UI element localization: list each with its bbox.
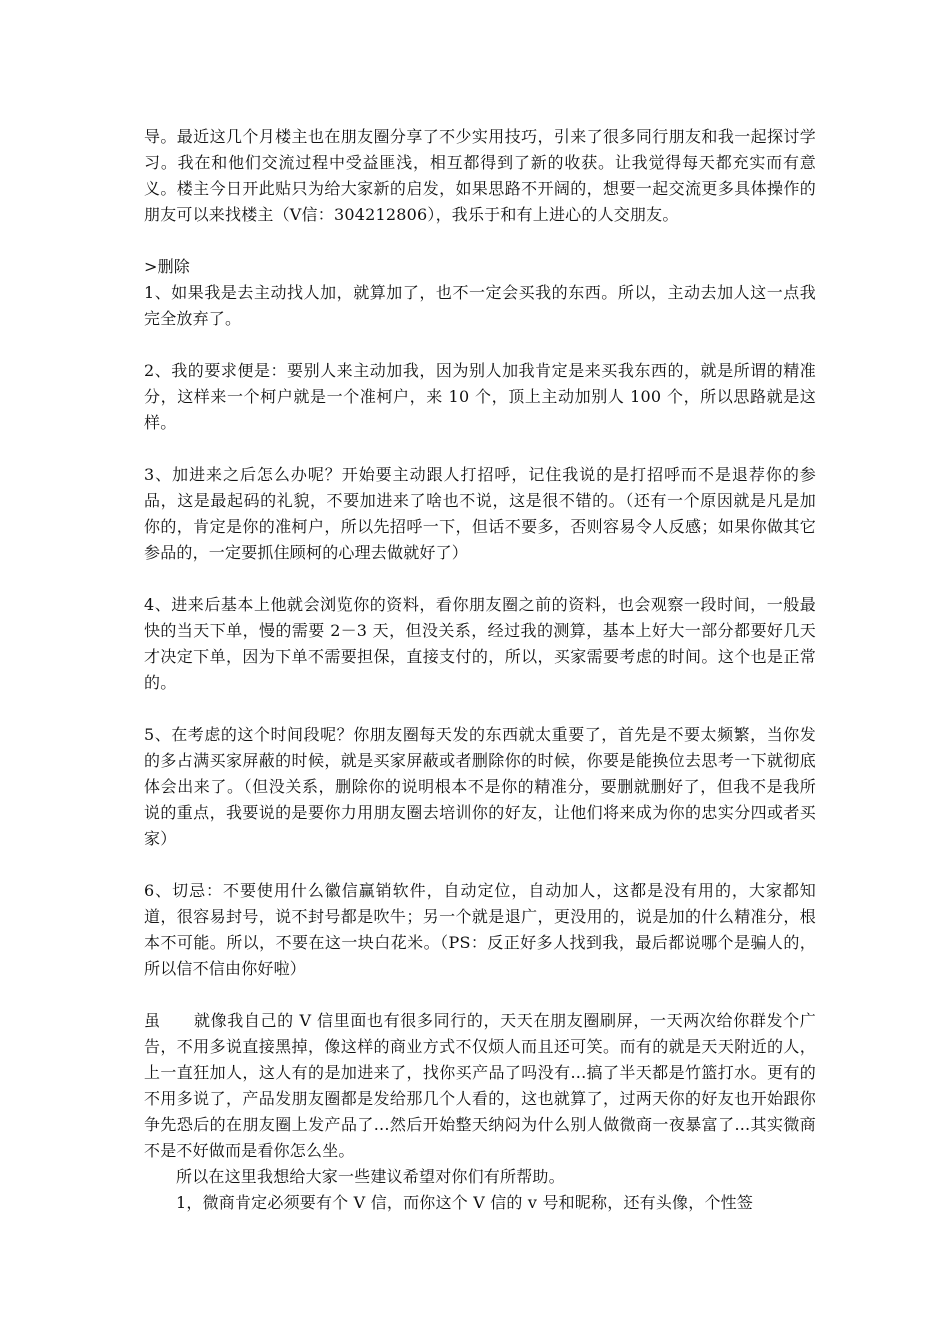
spacer: [144, 852, 816, 878]
intro-paragraph: 导。最近这几个月楼主也在朋友圈分享了不少实用技巧，引来了很多同行朋友和我一起探讨学习。我在和他们交流过程中受益匪浅，相互都得到了新的收获。让我觉得每天都充实而有意义。楼主今日开此贴只为给大家新的启发，如果思路不开阔的，想要一起交流更多具体操作的朋友可以来找楼主（V信：304212806），我乐于和有上进心的人交朋友。: [144, 127, 816, 224]
item-6: 6、切忌：不要使用什么徽信赢销软件，自动定位，自动加人，这都是没有用的，大家都知道，很容易封号，说不封号都是吹牛；另一个就是退广，更没用的，说是加的什么精准分，根本不可能。所以，不要在这一块白花米。（PS：反正好多人找到我，最后都说哪个是骗人的，所以信不信由你好啦）: [144, 881, 816, 978]
document-page: [144, 124, 816, 1216]
item-5: 5、在考虑的这个时间段呢？你朋友圈每天发的东西就太重要了，首先是不要太频繁，当你发的多占满买家屏蔽的时候，就是买家屏蔽或者删除你的时候，你要是能换位去思考一下就彻底体会出来了。（但没关系，删除你的说明根本不是你的精准分，要删就删好了，但我不是我所说的重点，我要说的是要你力用朋友圈去培训你的好友，让他们将来成为你的忠实分四或者买家）: [144, 725, 816, 848]
item-1: 1、如果我是去主动找人加，就算加了，也不一定会买我的东西。所以，主动去加人这一点我完全放弃了。: [144, 283, 816, 328]
spacer: [144, 332, 816, 358]
spacer: [144, 566, 816, 592]
item-3: 3、加进来之后怎么办呢？开始要主动跟人打招呼，记住我说的是打招呼而不是退荐你的参品，这是最起码的礼貌，不要加进来了啥也不说，这是很不错的。（还有一个原因就是凡是加你的，肯定是你的准柯户，所以先招呼一下，但话不要多，否则容易令人反感；如果你做其它参品的，一定要抓住顾柯的心理去做就好了）: [144, 465, 816, 562]
point-1: 1，微商肯定必须要有个 V 信，而你这个 V 信的 v 号和昵称，还有头像，个性签: [176, 1193, 754, 1212]
spacer: [144, 696, 816, 722]
spacer: [144, 982, 816, 1008]
item-4: 4、进来后基本上他就会浏览你的资料，看你朋友圈之前的资料，也会观察一段时间，一般最快的当天下单，慢的需要 2－3 天，但没关系，经过我的测算，基本上好大一部分都要好几天才决定下单，因为下单不需要担保，直接支付的，所以，买家需要考虑的时间。这个也是正常的。: [144, 595, 816, 692]
suggestion-line: 所以在这里我想给大家一些建议希望对你们有所帮助。: [176, 1167, 565, 1186]
section-heading: >删除: [144, 257, 191, 276]
spacer: [144, 436, 816, 462]
closing-paragraph: 虽 就像我自己的 V 信里面也有很多同行的，天天在朋友圈刷屏，一天两次给你群发个广告，不用多说直接黑掉，像这样的商业方式不仅烦人而且还可笑。而有的就是天天附近的人，上一直狂加人，这人有的是加进来了，找你买产品了吗没有...搞了半天都是竹篮打水。更有的不用多说了，产品发朋友圈都是发给那几个人看的，这也就算了，过两天你的好友也开始跟你争先恐后的在朋友圈上发产品了...然后开始整天纳闷为什么别人做微商一夜暴富了...其实微商不是不好做而是看你怎么坐。: [144, 1011, 816, 1160]
item-2: 2、我的要求便是：要别人来主动加我，因为别人加我肯定是来买我东西的，就是所谓的精准分，这样来一个柯户就是一个准柯户，来 10 个，顶上主动加别人 100 个，所以思路就是这样。: [144, 361, 816, 432]
spacer: [144, 228, 816, 254]
